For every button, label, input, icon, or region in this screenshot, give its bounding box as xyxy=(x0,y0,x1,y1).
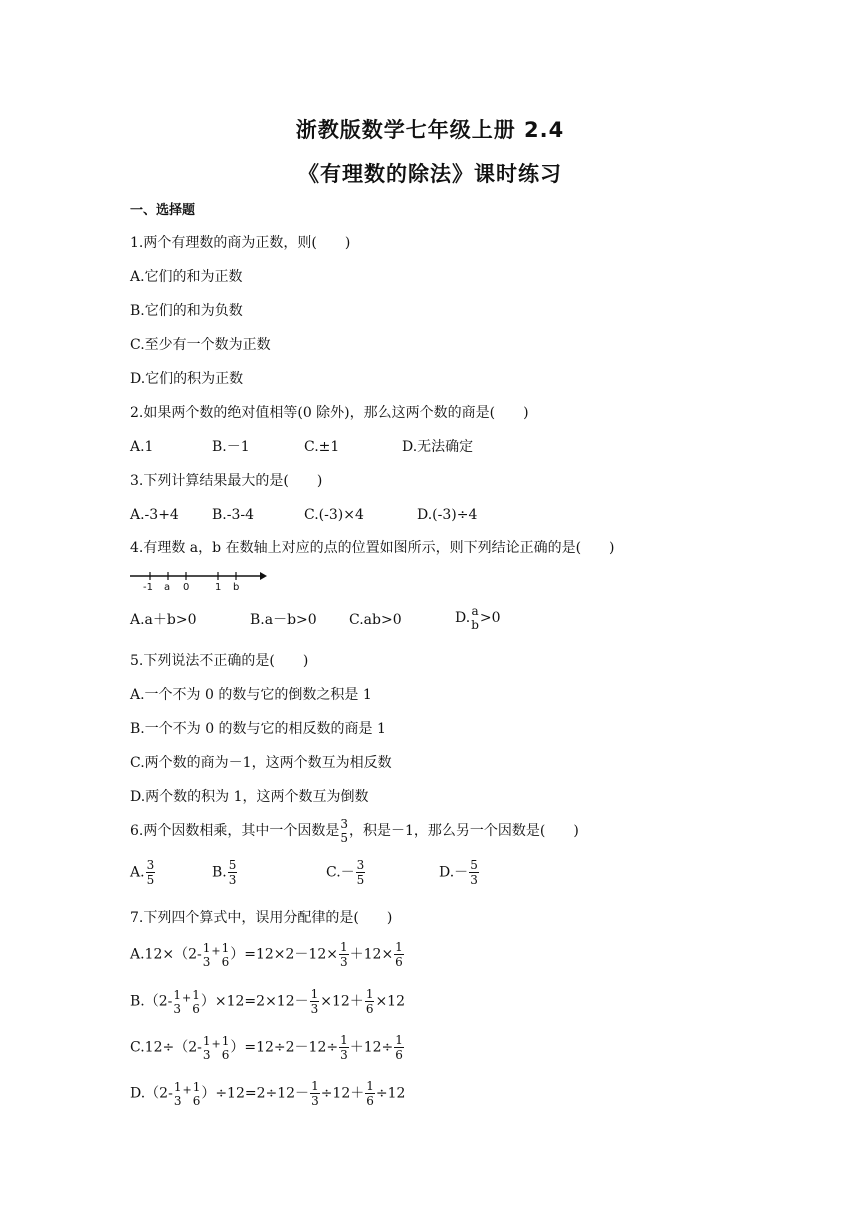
axis-label-one: 1 xyxy=(215,582,222,593)
fraction-numerator: 1 xyxy=(395,1033,403,1047)
fraction-denominator: 6 xyxy=(366,1094,374,1108)
fraction-denominator: 3 xyxy=(202,954,211,969)
expr-part: ×12＋ xyxy=(320,993,364,1010)
option-label: D.－ xyxy=(439,864,469,881)
fraction-one-third xyxy=(203,941,211,969)
fraction-one-third xyxy=(203,1034,211,1062)
fraction-denominator: 6 xyxy=(221,1047,230,1062)
fraction-denominator: 3 xyxy=(311,1094,319,1108)
fraction-denominator: 6 xyxy=(192,1093,201,1108)
fraction xyxy=(146,858,156,887)
option-label: A. xyxy=(130,864,145,881)
fraction-one-third xyxy=(339,940,349,969)
question-1-option-a: A.它们的和为正数 xyxy=(130,269,243,285)
fraction-one-sixth xyxy=(222,941,230,969)
question-3-option-a: A.-3+4 xyxy=(130,507,179,523)
option-label: B. xyxy=(212,864,227,881)
expr-part: ÷12 xyxy=(375,1085,406,1102)
question-4-option-a: A.a＋b>0 xyxy=(130,612,197,628)
fraction-a-over-b xyxy=(471,604,479,632)
plus-sign: + xyxy=(182,1083,192,1097)
fraction-numerator: 5 xyxy=(228,858,237,872)
question-7-option-c xyxy=(130,1033,405,1062)
fraction-numerator: 3 xyxy=(340,817,348,831)
fraction-denominator: 6 xyxy=(365,1002,374,1016)
fraction-denominator: b xyxy=(471,618,479,632)
question-3-option-d: D.(-3)÷4 xyxy=(417,507,478,523)
question-4-option-d xyxy=(455,604,501,632)
fraction-denominator: 3 xyxy=(339,955,348,969)
expr-part: ）×12=2×12－ xyxy=(200,993,309,1010)
fraction-one-sixth xyxy=(365,1079,375,1108)
fraction-one-sixth xyxy=(193,1080,201,1108)
question-7-option-a xyxy=(130,940,405,969)
fraction xyxy=(356,858,366,887)
fraction-numerator: 1 xyxy=(366,1079,374,1093)
fraction-numerator: 1 xyxy=(310,987,319,1001)
question-5-option-d: D.两个数的积为 1，这两个数互为倒数 xyxy=(130,789,369,805)
option-d-tail: >0 xyxy=(479,610,501,626)
option-label: C.－ xyxy=(326,864,355,881)
fraction-numerator: 3 xyxy=(146,858,155,872)
axis-label-minus-one: -1 xyxy=(143,582,153,593)
fraction-numerator: 1 xyxy=(311,1079,319,1093)
fraction-numerator: 1 xyxy=(202,940,211,955)
expr-part: D.（2- xyxy=(130,1085,173,1102)
fraction-numerator: 1 xyxy=(192,987,200,1002)
question-4-stem: 4.有理数 a，b 在数轴上对应的点的位置如图所示，则下列结论正确的是( ) xyxy=(130,540,615,556)
axis-label-zero: 0 xyxy=(183,582,190,593)
question-2-stem: 2.如果两个数的绝对值相等(0 除外)，那么这两个数的商是( ) xyxy=(130,405,529,421)
question-7-option-d xyxy=(130,1079,405,1108)
fraction-one-sixth xyxy=(394,940,404,969)
fraction-denominator: 3 xyxy=(173,1001,182,1016)
fraction-one-third xyxy=(339,1033,349,1062)
fraction-denominator: 3 xyxy=(202,1047,211,1062)
fraction-denominator: 3 xyxy=(310,1002,319,1016)
question-5-option-a: A.一个不为 0 的数与它的倒数之积是 1 xyxy=(130,687,372,703)
axis-label-a: a xyxy=(164,582,171,593)
question-6-stem xyxy=(130,817,579,845)
number-line-figure xyxy=(128,567,268,593)
expr-part: ＋12÷ xyxy=(349,1039,394,1056)
document-subtitle: 《有理数的除法》课时练习 xyxy=(298,162,562,186)
question-4-option-c: C.ab>0 xyxy=(349,612,402,628)
fraction-numerator: 1 xyxy=(340,1033,348,1047)
fraction-denominator: 6 xyxy=(395,955,403,969)
expr-part: ）÷12=2÷12－ xyxy=(201,1085,310,1102)
fraction-numerator: 1 xyxy=(339,940,348,954)
question-5-option-c: C.两个数的商为－1，这两个数互为相反数 xyxy=(130,755,392,771)
fraction-numerator: 1 xyxy=(395,940,403,954)
fraction-numerator: 3 xyxy=(356,858,365,872)
question-3-stem: 3.下列计算结果最大的是( ) xyxy=(130,473,323,489)
fraction-numerator: 5 xyxy=(470,858,478,872)
expr-part: ×12 xyxy=(375,993,405,1010)
fraction-denominator: 3 xyxy=(340,1048,348,1062)
plus-sign: + xyxy=(182,991,192,1005)
fraction-denominator: 5 xyxy=(146,873,155,887)
fraction-three-fifths xyxy=(340,817,348,845)
fraction-one-sixth xyxy=(394,1033,404,1062)
fraction-denominator: 5 xyxy=(340,831,348,845)
expr-part: ）=12÷2－12÷ xyxy=(230,1039,339,1056)
question-7-option-b xyxy=(130,987,405,1016)
fraction-denominator: 3 xyxy=(470,873,478,887)
question-2-option-a: A.1 xyxy=(130,439,154,455)
fraction-one-third xyxy=(174,1080,182,1108)
question-2-option-c: C.±1 xyxy=(304,439,340,455)
expr-part: ）=12×2－12× xyxy=(230,946,338,963)
fraction-numerator: a xyxy=(471,604,479,618)
stem-text: 6.两个因数相乘，其中一个因数是 xyxy=(130,823,340,839)
question-1-option-c: C.至少有一个数为正数 xyxy=(130,337,271,353)
fraction-denominator: 6 xyxy=(221,954,230,969)
fraction-numerator: 1 xyxy=(221,1033,230,1048)
expr-part: C.12÷（2- xyxy=(130,1039,202,1056)
fraction-denominator: 6 xyxy=(395,1048,403,1062)
expr-part: B.（2- xyxy=(130,993,173,1010)
document-title: 浙教版数学七年级上册 2.4 xyxy=(295,118,565,142)
fraction xyxy=(469,858,479,887)
question-4-option-b: B.a－b>0 xyxy=(250,612,317,628)
fraction-numerator: 1 xyxy=(365,987,374,1001)
question-6-option-b xyxy=(212,858,238,887)
fraction-numerator: 1 xyxy=(192,1079,201,1094)
fraction-denominator: 3 xyxy=(173,1093,182,1108)
stem-text-tail: ，积是－1，那么另一个因数是( ) xyxy=(349,823,579,839)
question-3-option-b: B.-3-4 xyxy=(212,507,255,523)
fraction-denominator: 3 xyxy=(228,873,237,887)
question-7-stem: 7.下列四个算式中，误用分配律的是( ) xyxy=(130,910,393,926)
fraction-numerator: 1 xyxy=(202,1033,211,1048)
fraction-one-sixth xyxy=(192,988,200,1016)
fraction-one-third xyxy=(310,1079,320,1108)
axis-label-b: b xyxy=(233,582,240,593)
fraction-one-sixth xyxy=(365,987,375,1016)
question-1-option-d: D.它们的积为正数 xyxy=(130,371,244,387)
question-5-stem: 5.下列说法不正确的是( ) xyxy=(130,653,309,669)
question-1-stem: 1.两个有理数的商为正数，则( ) xyxy=(130,235,351,251)
fraction-numerator: 1 xyxy=(173,987,182,1002)
fraction-numerator: 1 xyxy=(173,1079,182,1094)
question-2-option-d: D.无法确定 xyxy=(402,439,474,455)
fraction-denominator: 6 xyxy=(192,1001,200,1016)
fraction-numerator: 1 xyxy=(221,940,230,955)
section-heading: 一、选择题 xyxy=(130,203,196,218)
plus-sign: + xyxy=(211,1037,221,1051)
fraction-one-third xyxy=(310,987,320,1016)
fraction-one-third xyxy=(173,988,181,1016)
fraction-one-sixth xyxy=(222,1034,230,1062)
question-3-option-c: C.(-3)×4 xyxy=(304,507,364,523)
question-6-option-d xyxy=(439,858,480,887)
expr-part: ＋12× xyxy=(349,946,394,963)
expr-part: ÷12＋ xyxy=(320,1085,365,1102)
question-6-option-c xyxy=(326,858,366,887)
fraction-denominator: 5 xyxy=(356,873,365,887)
option-d-label: D. xyxy=(455,610,471,626)
question-2-option-b: B.－1 xyxy=(212,439,250,455)
fraction xyxy=(228,858,238,887)
question-5-option-b: B.一个不为 0 的数与它的相反数的商是 1 xyxy=(130,721,386,737)
expr-part: A.12×（2- xyxy=(130,946,202,963)
question-1-option-b: B.它们的和为负数 xyxy=(130,303,243,319)
question-6-option-a xyxy=(130,858,156,887)
plus-sign: + xyxy=(211,944,221,958)
